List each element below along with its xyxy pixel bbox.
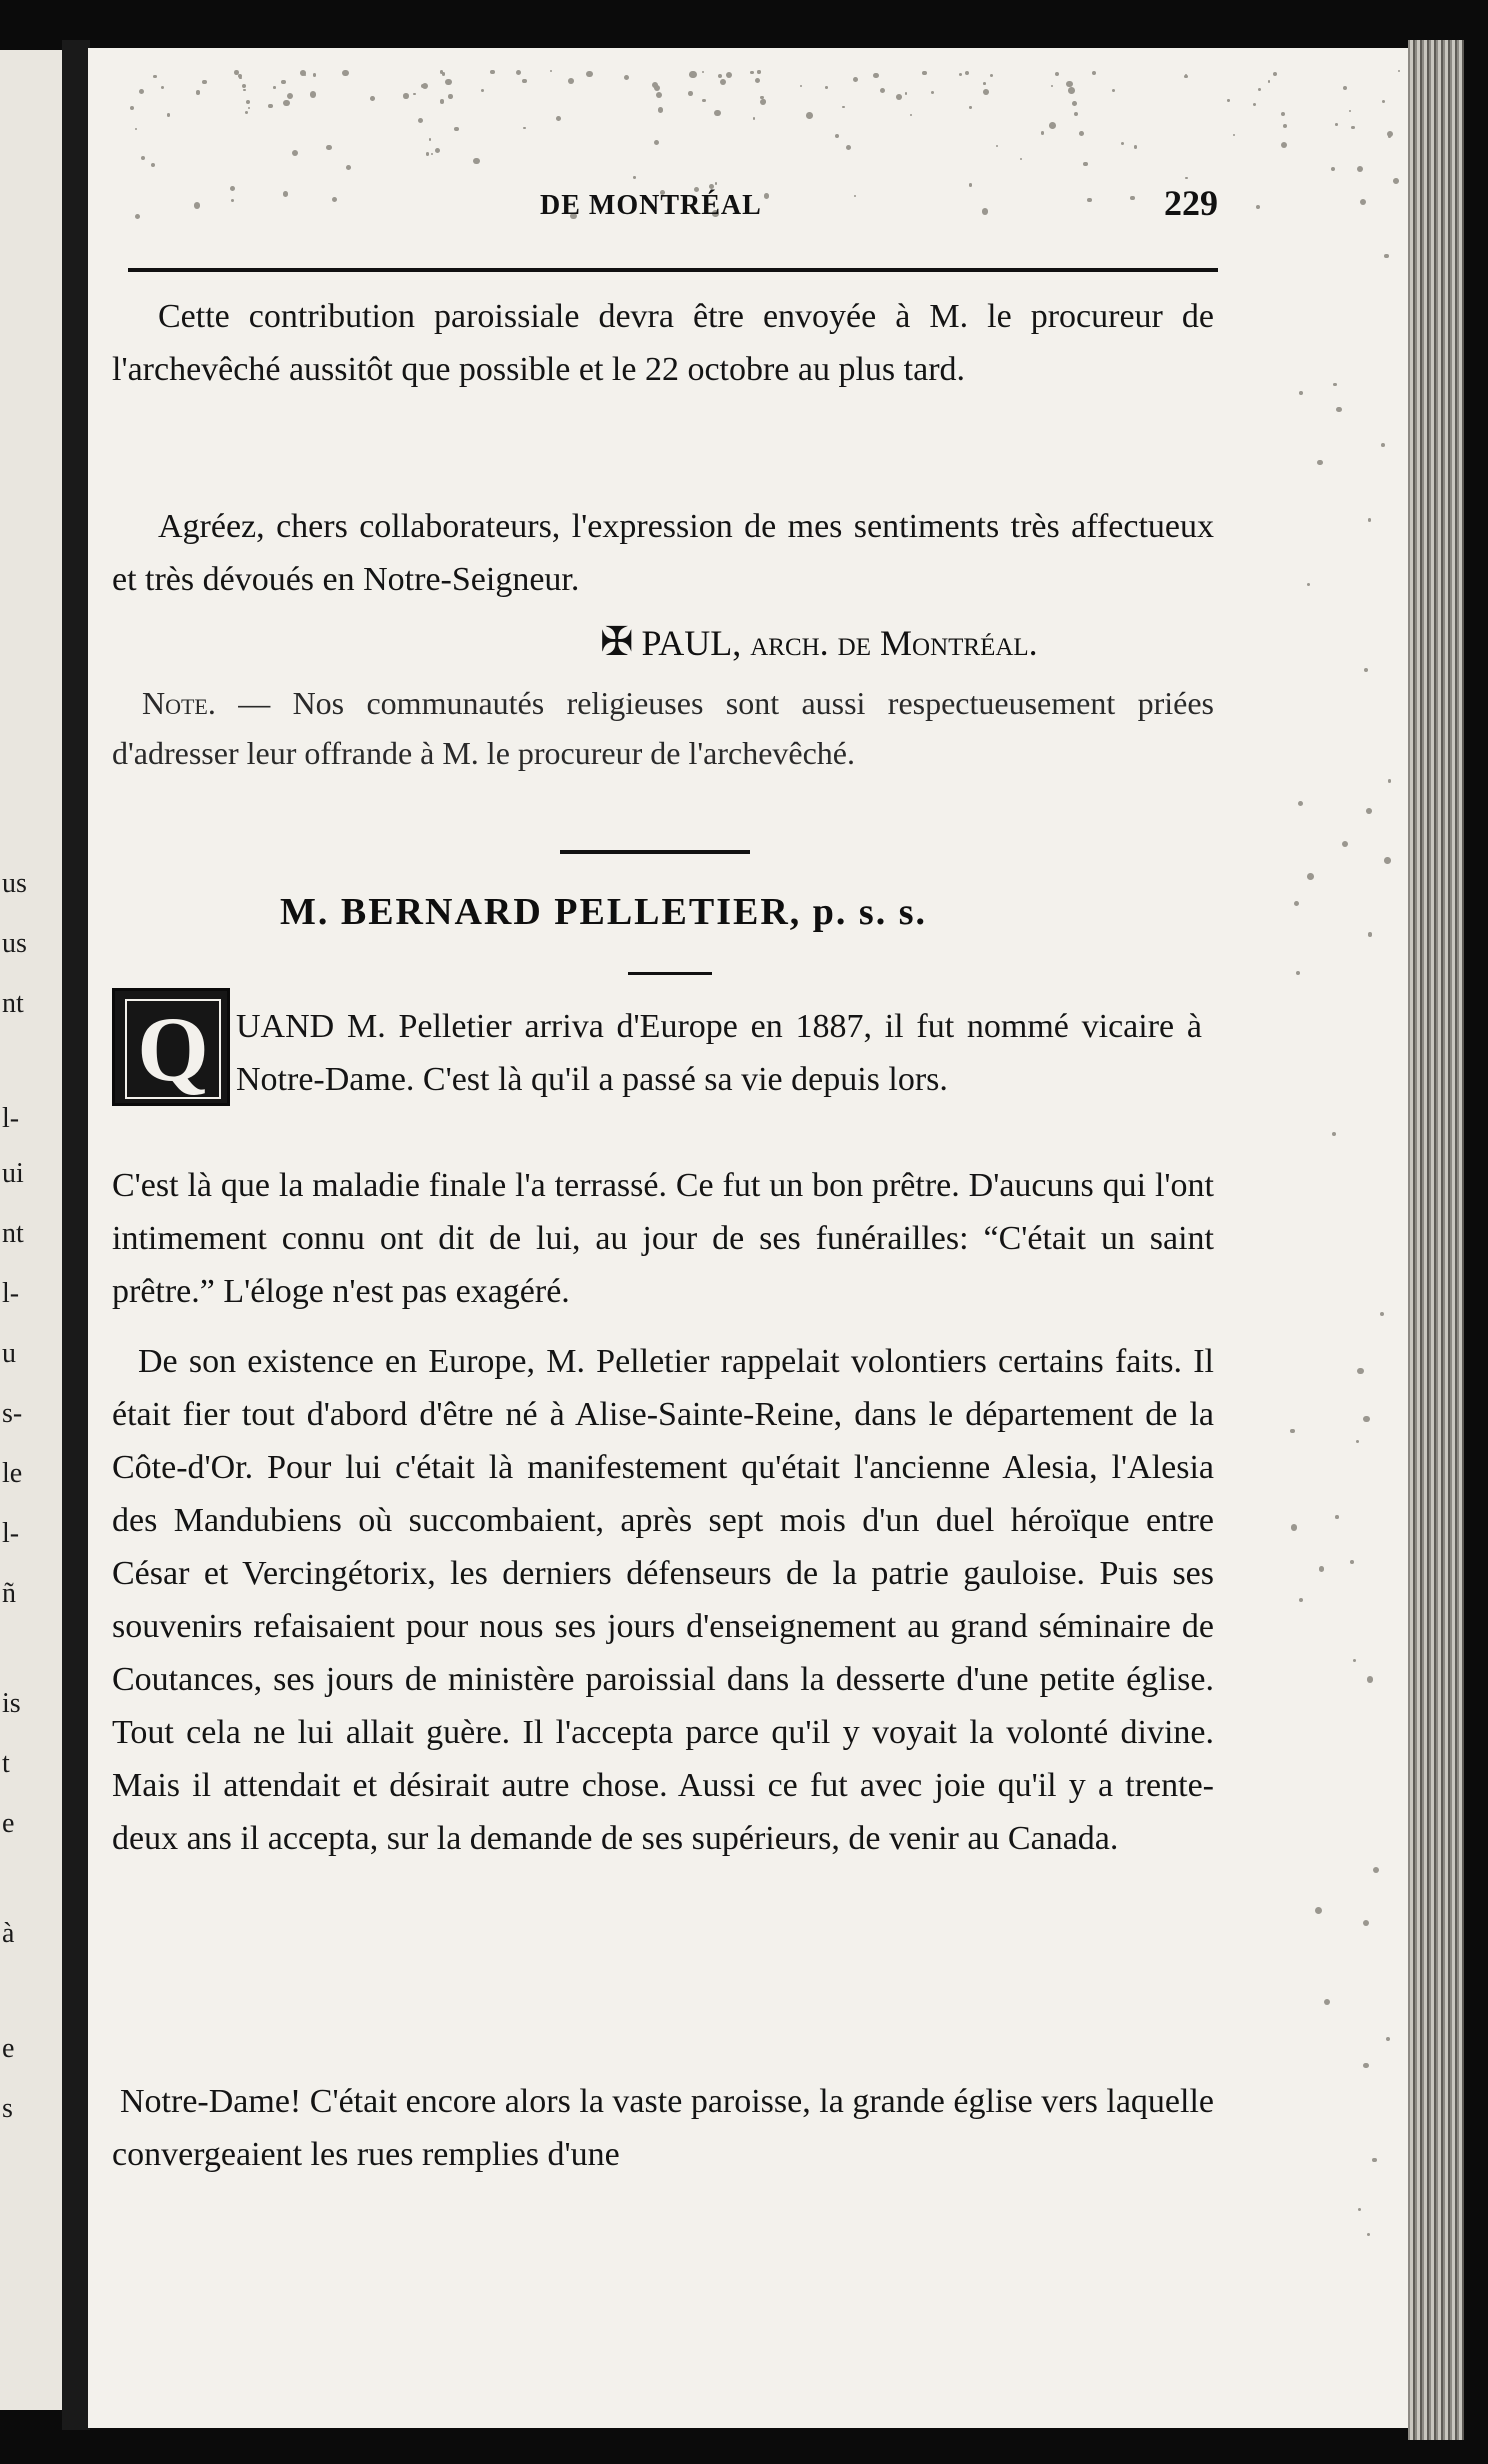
left-page-fragment: ñ xyxy=(2,1578,16,1609)
paper-speck xyxy=(969,106,971,108)
paper-speck xyxy=(246,100,250,104)
left-page-fragment: l- xyxy=(2,1278,20,1309)
paper-speck xyxy=(1072,101,1077,106)
paper-speck xyxy=(141,156,145,160)
paper-speck xyxy=(1373,1867,1379,1873)
note-text: — Nos communautés religieuses sont aussi respectueusement priées d'adresser leur offrande à M. le procureur de l'archevêché. xyxy=(112,685,1214,771)
paper-speck xyxy=(403,93,408,98)
left-page-fragment: le xyxy=(2,1458,23,1489)
paper-speck xyxy=(1357,1368,1363,1374)
paper-speck xyxy=(905,92,907,94)
book-gutter xyxy=(62,40,90,2430)
paper-speck xyxy=(654,85,660,91)
paper-speck xyxy=(1315,1907,1322,1914)
article-paragraph-2: De son existence en Europe, M. Pelletier rappelait volontiers certains faits. Il était fier tout d'abord d'être né à Alise-Sainte-Reine, dans le département de la Côte-d'Or. Pour lui c'était là manifestement qu'était l'ancienne Alesia, l'Alesia des Mandubiens où succombaient, après sept mois d'un duel héroïque entre César et Vercingétorix, les derniers défenseurs de la patrie gauloise. Puis ses souvenirs refaisaient pour nous ses jours d'enseignement au grand séminaire de Coutances, ses jours de ministère paroissial dans la desserte d'une petite église. Tout cela ne lui allait guère. Il l'accepta parce qu'il y voyait la volonté divine. Mais il attendait et désirait autre chose. Aussi ce fut avec joie qu'il y a trente-deux ans il accepta, sur la demande de ses supérieurs, de venir au Canada. xyxy=(112,1343,1214,1857)
section-separator xyxy=(560,850,750,854)
paper-speck xyxy=(996,145,998,147)
paper-speck xyxy=(1367,1676,1373,1682)
paper-speck xyxy=(1283,124,1287,128)
paper-speck xyxy=(1335,1515,1339,1519)
paper-speck xyxy=(442,72,446,76)
page-number: 229 xyxy=(1164,183,1218,223)
paper-speck xyxy=(1296,971,1300,975)
paper-speck xyxy=(1336,407,1341,412)
paper-speck xyxy=(1358,2208,1361,2211)
ornamental-initial xyxy=(112,988,230,1106)
left-page-fragment: l- xyxy=(2,1518,20,1549)
article-paragraph-3: Notre-Dame! C'était encore alors la vaste paroisse, la grande église vers laquelle convergeaient les rues remplies d'une xyxy=(112,2083,1214,2173)
letter-paragraph-2: Agréez, chers collaborateurs, l'expression de mes sentiments très affectueux et très dévoués en Notre-Seigneur. xyxy=(112,508,1214,598)
paper-speck xyxy=(658,107,664,113)
paper-speck xyxy=(1350,1560,1354,1564)
paper-speck xyxy=(688,91,693,96)
paper-speck xyxy=(689,71,696,78)
paper-speck xyxy=(167,113,170,116)
page-edges xyxy=(1408,40,1464,2440)
left-page-fragment: s xyxy=(2,2093,13,2124)
paper-speck xyxy=(421,84,425,88)
paper-speck xyxy=(1382,100,1385,103)
running-header xyxy=(128,183,1218,228)
paper-speck xyxy=(1333,383,1336,386)
paper-speck xyxy=(1281,112,1285,116)
paper-speck xyxy=(1356,1440,1359,1443)
paper-speck xyxy=(243,89,245,91)
running-title: DE MONTRÉAL xyxy=(540,190,762,221)
paper-speck xyxy=(248,107,250,109)
paper-speck xyxy=(761,99,766,104)
left-page-fragment: l- xyxy=(2,1103,20,1134)
letter-paragraph-1: Cette contribution paroissiale devra être envoyée à M. le procureur de l'archevêché aussitôt que possible et le 22 octobre au plus tard. xyxy=(112,298,1214,388)
paper-speck xyxy=(1049,122,1056,129)
article-paragraph-1-lead: UAND M. Pelletier arriva d'Europe en 1887, il fut nommé vicaire à Notre-Dame. C'est là qu'il a passé sa vie depuis lors. xyxy=(236,1008,1202,1098)
paper-speck xyxy=(346,165,351,170)
paper-speck xyxy=(1319,1566,1324,1571)
left-page-fragment: à xyxy=(2,1918,15,1949)
left-page-fragment: is xyxy=(2,1688,21,1719)
paper-speck xyxy=(806,112,813,119)
paper-speck xyxy=(1367,2233,1370,2236)
left-page-fragment: nt xyxy=(2,1218,24,1249)
paper-speck xyxy=(281,80,285,84)
note-paragraph xyxy=(112,678,1214,778)
paper-speck xyxy=(656,92,662,98)
left-facing-page xyxy=(0,50,62,2410)
left-page-fragment: u xyxy=(2,1338,16,1369)
paper-speck xyxy=(654,140,659,145)
paper-speck xyxy=(1363,2063,1369,2069)
paper-speck xyxy=(1342,841,1348,847)
paper-speck xyxy=(268,104,272,108)
paper-speck xyxy=(990,74,993,77)
paper-speck xyxy=(1384,857,1391,864)
paper-speck xyxy=(853,77,858,82)
signature-name: PAUL, xyxy=(641,623,742,663)
paper-speck xyxy=(702,99,705,102)
paper-speck xyxy=(825,86,828,89)
signature xyxy=(600,618,1200,665)
paper-speck xyxy=(454,127,458,131)
paper-speck xyxy=(1055,72,1059,76)
paper-speck xyxy=(1227,99,1229,101)
paper-speck xyxy=(1291,1524,1298,1531)
paper-speck xyxy=(413,93,415,95)
paper-speck xyxy=(880,88,885,93)
paper-speck xyxy=(1083,162,1088,167)
paper-speck xyxy=(873,73,879,79)
paper-speck xyxy=(835,134,839,138)
left-page-fragment: s- xyxy=(2,1398,23,1429)
note-label: Note. xyxy=(142,685,216,721)
signature-title: arch. de Montréal. xyxy=(750,623,1038,663)
left-page-fragment: t xyxy=(2,1748,10,1779)
paper-speck xyxy=(983,89,989,95)
paper-speck xyxy=(1281,142,1287,148)
paper-speck xyxy=(1335,123,1338,126)
cross-icon: ✠ xyxy=(600,619,634,664)
left-page-fragment: ui xyxy=(2,1158,24,1189)
paper-speck xyxy=(445,79,452,86)
paper-speck xyxy=(1349,110,1351,112)
paper-speck xyxy=(1363,1416,1369,1422)
paper-speck xyxy=(1134,145,1137,148)
paper-speck xyxy=(1393,178,1399,184)
dropcap-letter: Q xyxy=(137,998,209,1100)
paper-speck xyxy=(1121,142,1124,145)
paper-speck xyxy=(490,70,494,74)
paper-speck xyxy=(418,118,423,123)
left-page-fragment: nt xyxy=(2,988,24,1019)
paper-speck xyxy=(426,152,430,156)
paper-speck xyxy=(983,82,986,85)
paper-speck xyxy=(245,111,248,114)
paper-speck xyxy=(429,138,432,141)
paper-speck xyxy=(1384,254,1388,258)
paper-speck xyxy=(235,71,238,74)
paper-speck xyxy=(448,94,453,99)
paper-speck xyxy=(969,183,972,186)
paper-speck xyxy=(633,176,635,178)
paper-speck xyxy=(473,158,479,164)
left-page-fragment: e xyxy=(2,2033,15,2064)
paper-speck xyxy=(586,71,592,77)
paper-speck xyxy=(1366,808,1372,814)
left-page-fragment: e xyxy=(2,1808,15,1839)
paper-speck xyxy=(757,70,760,73)
paper-speck xyxy=(1256,205,1260,209)
paper-speck xyxy=(1368,932,1373,937)
paper-speck xyxy=(292,150,298,156)
paper-speck xyxy=(202,80,206,84)
paper-speck xyxy=(896,94,902,100)
paper-speck xyxy=(1364,668,1368,672)
paper-speck xyxy=(1388,135,1391,138)
paper-speck xyxy=(523,127,525,129)
paper-speck xyxy=(1041,131,1044,134)
paper-speck xyxy=(718,74,722,78)
paper-speck xyxy=(922,71,926,75)
ornamental-initial-frame xyxy=(125,999,221,1099)
paper-speck xyxy=(1307,873,1314,880)
paper-speck xyxy=(1290,1429,1294,1433)
left-page-fragment: us xyxy=(2,928,27,959)
paper-speck xyxy=(1092,71,1096,75)
paper-speck xyxy=(342,70,348,76)
paper-speck xyxy=(196,90,200,94)
paper-speck xyxy=(273,86,276,89)
paper-speck xyxy=(568,78,574,84)
header-rule xyxy=(128,268,1218,272)
article-paragraph-1-rest: C'est là que la maladie finale l'a terrassé. Ce fut un bon prêtre. D'aucuns qui l'ont intimement connu ont dit de lui, au jour de ses funérailles: “C'était un saint prêtre.” L'éloge n'est pas exagéré. xyxy=(112,1167,1214,1310)
left-page-fragment: us xyxy=(2,868,27,899)
paper-speck xyxy=(1273,72,1277,76)
paper-speck xyxy=(1299,391,1303,395)
title-rule xyxy=(628,972,712,975)
article-title: M. BERNARD PELLETIER, p. s. s. xyxy=(280,891,927,933)
paper-speck xyxy=(300,70,306,76)
paper-speck xyxy=(1068,87,1075,94)
paper-speck xyxy=(1324,1999,1330,2005)
paper-speck xyxy=(726,72,732,78)
